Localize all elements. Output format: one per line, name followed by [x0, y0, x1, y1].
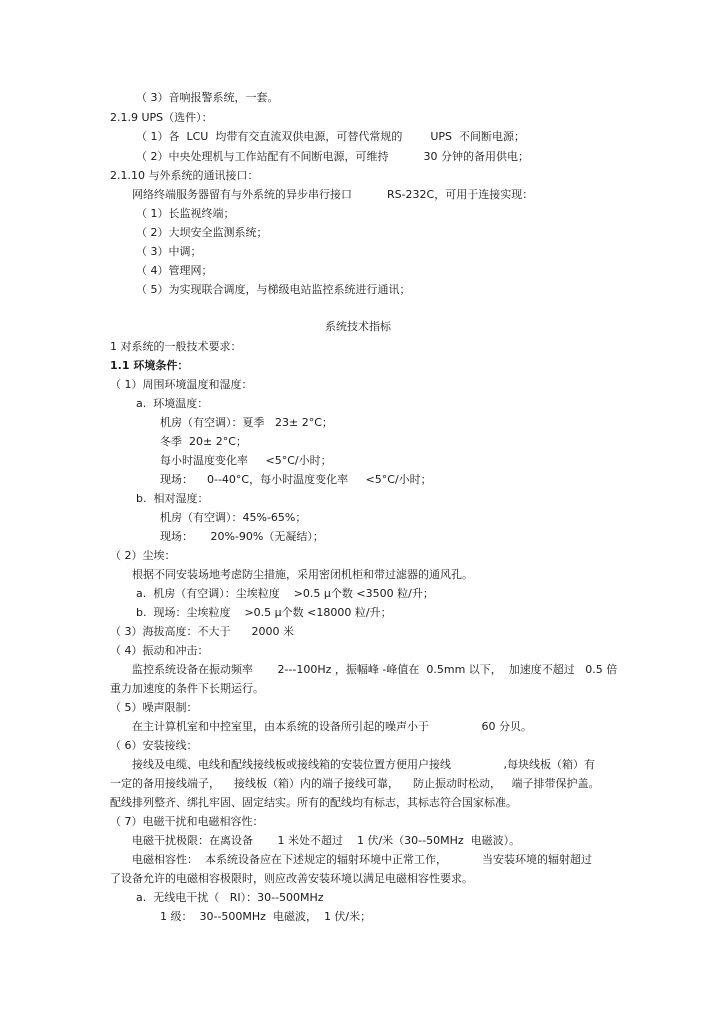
section-heading: 1.1 环境条件： [110, 359, 189, 372]
text-line: a. 无线电干扰（ RI）：30--500MHz [136, 891, 324, 904]
text-line: 网络终端服务器留有与外系统的异步串行接口 RS-232C，可用于连接实现： [132, 188, 534, 201]
text-line: 1 级： 30--500MHz 电磁波， 1 伏/米； [160, 910, 372, 923]
text-line: 了设备允许的电磁相容极限时，则应改善安装环境以满足电磁相容性要求。 [110, 872, 473, 885]
text-line: 机房（有空调）：45%-65%； [160, 511, 307, 524]
text-line: （ 6）安装接线： [110, 739, 198, 752]
text-line: （ 2）中央处理机与工作站配有不间断电源，可维持 30 分钟的备用供电； [136, 150, 529, 163]
text-line: 监控系统设备在振动频率 2---100Hz ，振幅峰 -峰值在 0.5mm 以下， 加速度不超过 0.5 倍 [132, 663, 618, 676]
text-line: （ 3）音响报警系统，一套。 [136, 91, 279, 104]
section-title: 系统技术指标 [325, 320, 391, 333]
text-line: （ 5）噪声限制： [110, 701, 198, 714]
text-line: （ 2）尘埃： [110, 549, 176, 562]
text-line: 在主计算机室和中控室里，由本系统的设备所引起的噪声小于 60 分贝。 [132, 720, 532, 733]
text-line: b. 现场：尘埃粒度 >0.5 μ个数 <18000 粒/升； [136, 606, 392, 619]
text-line: （ 1）周围环境温度和湿度： [110, 378, 253, 391]
text-line: a. 环境温度： [136, 397, 209, 410]
text-line: 电磁干扰极限：在离设备 1 米处不超过 1 伏/米（30--50MHz 电磁波）。 [132, 834, 521, 847]
text-line: （ 7）电磁干扰和电磁相容性： [110, 815, 264, 828]
text-line: 重力加速度的条件下长期运行。 [110, 682, 264, 695]
text-line: （ 3）海拔高度：不大于 2000 米 [110, 625, 294, 638]
text-line: 电磁相容性： 本系统设备应在下述规定的辐射环境中正常工作， 当安装环境的辐射超过 [132, 853, 592, 866]
text-line: 现场： 0--40°C，每小时温度变化率 <5°C/小时； [160, 473, 432, 486]
text-line: 1 对系统的一般技术要求： [110, 340, 242, 353]
text-line: 一定的备用接线端子， 接线板（箱）内的端子接线可靠， 防止振动时松动， 端子排带保护盖。 [110, 777, 600, 790]
list-item: （ 2）大坝安全监测系统； [136, 226, 268, 239]
text-line: b. 相对湿度： [136, 492, 209, 505]
section-heading: 2.1.10 与外系统的通讯接口： [110, 169, 259, 182]
list-item: （ 4）管理网； [136, 264, 213, 277]
text-line: （ 1）各 LCU 均带有交直流双供电源，可替代常规的 UPS 不间断电源； [136, 130, 525, 143]
text-line: 现场： 20%-90%（无凝结）； [160, 530, 324, 543]
text-line: 接线及电缆、电线和配线接线板或接线箱的安装位置方便用户接线 ,每块线板（箱）有 [132, 758, 595, 771]
text-line: 根据不同安装场地考虑防尘措施，采用密闭机柜和带过滤器的通风孔。 [132, 568, 473, 581]
text-line: 机房（有空调）：夏季 23± 2°C； [160, 416, 333, 429]
text-line: 冬季 20± 2°C； [160, 435, 247, 448]
list-item: （ 5）为实现联合调度，与梯级电站监控系统进行通讯； [136, 283, 411, 296]
list-item: （ 1）长监视终端； [136, 207, 235, 220]
list-item: （ 3）中调； [136, 245, 202, 258]
text-line: a. 机房（有空调）：尘埃粒度 >0.5 μ个数 <3500 粒/升； [136, 587, 434, 600]
text-line: 每小时温度变化率 <5°C/小时； [160, 454, 332, 467]
section-heading: 2.1.9 UPS（选件）： [110, 111, 213, 124]
text-line: （ 4）振动和冲击： [110, 644, 209, 657]
text-line: 配线排列整齐、绑扎牢固、固定结实。所有的配线均有标志，其标志符合国家标准。 [110, 796, 517, 809]
